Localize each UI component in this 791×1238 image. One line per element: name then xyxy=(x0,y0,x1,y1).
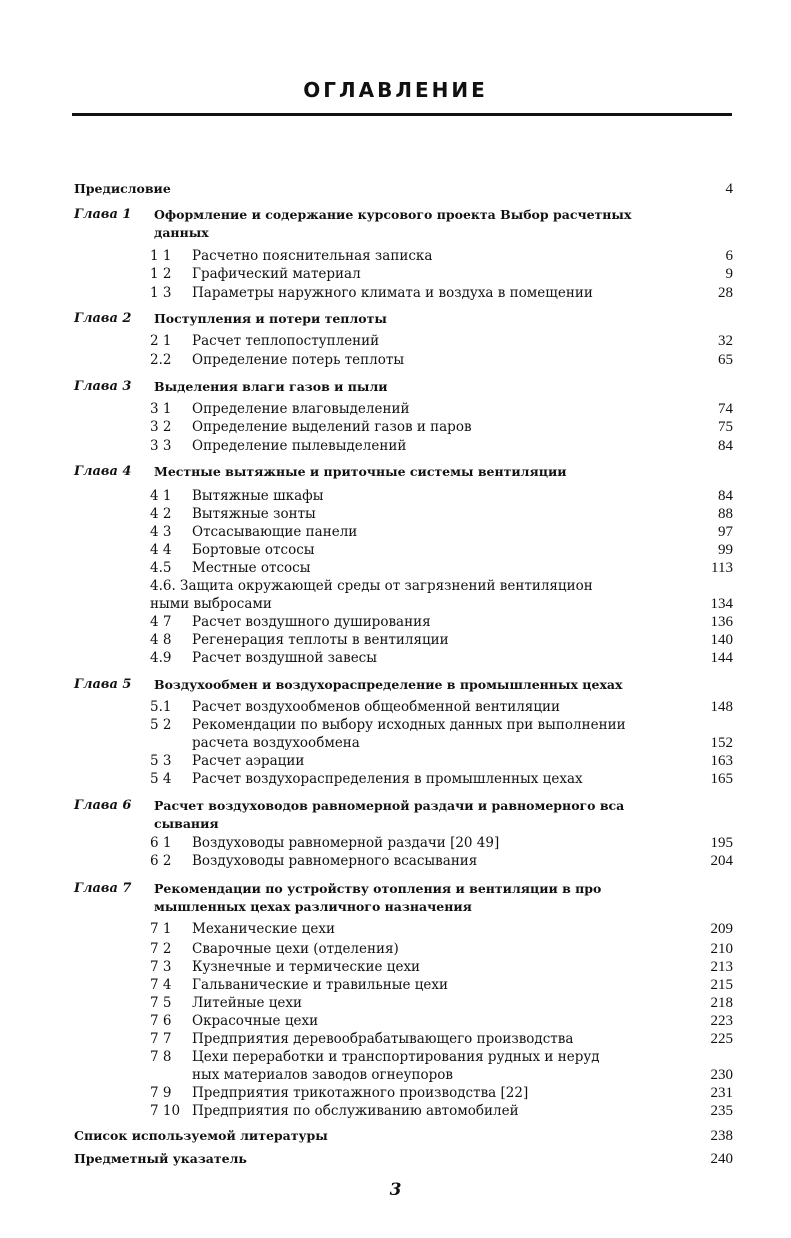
toc-entry xyxy=(0,940,791,958)
entry-title: Определение пылевыделений xyxy=(192,438,407,454)
section-number: 3 2 xyxy=(150,419,172,435)
entry-title: Предприятия деревообрабатывающего производства xyxy=(192,1031,574,1047)
chapter-label: Глава 1 xyxy=(74,207,132,222)
entry-page: 223 xyxy=(710,1013,733,1029)
entry-title: Выделения влаги газов и пыли xyxy=(154,379,388,394)
chapter-label: Глава 5 xyxy=(74,677,132,692)
toc-entry xyxy=(0,284,791,302)
section-number: 7 7 xyxy=(150,1031,172,1047)
toc-entry xyxy=(0,265,791,283)
entry-title: Расчет воздушного душирования xyxy=(192,614,431,630)
entry-page: 209 xyxy=(710,921,733,937)
section-number: 4 7 xyxy=(150,614,172,630)
entry-title: Гальванические и травильные цехи xyxy=(192,977,449,993)
entry-title: Сварочные цехи (отделения) xyxy=(192,941,399,957)
section-number: 6 2 xyxy=(150,853,172,869)
toc-entry xyxy=(0,418,791,436)
entry-title: Вытяжные зонты xyxy=(192,506,316,522)
entry-title: Местные отсосы xyxy=(192,560,311,576)
toc-entry xyxy=(0,224,791,242)
section-number: 1 1 xyxy=(150,248,172,264)
entry-page: 99 xyxy=(718,542,733,558)
entry-title: Рекомендации по выбору исходных данных при выполнении xyxy=(192,717,626,733)
entry-page: 225 xyxy=(710,1031,733,1047)
entry-page: 28 xyxy=(718,285,733,301)
toc-entry xyxy=(0,1066,791,1084)
entry-page: 136 xyxy=(710,614,733,630)
entry-page: 231 xyxy=(710,1085,733,1101)
entry-page: 88 xyxy=(718,506,733,522)
toc-entry xyxy=(0,541,791,559)
entry-title: Определение выделений газов и паров xyxy=(192,419,472,435)
toc-entry xyxy=(0,834,791,852)
toc-entry xyxy=(0,613,791,631)
section-number: 7 1 xyxy=(150,921,172,937)
toc-entry xyxy=(0,976,791,994)
section-number: 1 3 xyxy=(150,285,172,301)
chapter-label: Глава 2 xyxy=(74,311,132,326)
toc-entry xyxy=(0,523,791,541)
entry-title: Воздуховоды равномерного всасывания xyxy=(192,853,478,869)
entry-title: Цехи переработки и транспортирования рудных и неруд xyxy=(192,1049,600,1065)
toc-entry xyxy=(0,1048,791,1066)
entry-page: 74 xyxy=(718,401,733,417)
entry-title: данных xyxy=(154,225,209,240)
entry-title: расчета воздухообмена xyxy=(192,735,360,751)
section-number: 7 3 xyxy=(150,959,172,975)
section-number: 5 2 xyxy=(150,717,172,733)
toc-entry xyxy=(0,898,791,916)
entry-page: 84 xyxy=(718,488,733,504)
section-number: 3 3 xyxy=(150,438,172,454)
section-number: 4 8 xyxy=(150,632,172,648)
toc-chapter xyxy=(0,310,791,328)
title-divider xyxy=(72,113,732,116)
entry-title: Литейные цехи xyxy=(192,995,303,1011)
toc-entry xyxy=(0,1150,791,1168)
entry-page: 84 xyxy=(718,438,733,454)
entry-title: Определение потерь теплоты xyxy=(192,352,405,368)
toc-entry xyxy=(0,1012,791,1030)
entry-title: Расчет воздухообменов общеобменной вентиляции xyxy=(192,699,560,715)
entry-page: 97 xyxy=(718,524,733,540)
toc-entry xyxy=(0,770,791,788)
toc-entry xyxy=(0,332,791,350)
toc-entry xyxy=(0,1127,791,1145)
toc-entry xyxy=(0,1102,791,1120)
entry-title: 4.6. Защита окружающей среды от загрязнений вентиляцион xyxy=(150,578,593,594)
toc-entry xyxy=(0,180,791,198)
entry-page: 240 xyxy=(710,1151,733,1167)
section-number: 2.2 xyxy=(150,352,172,368)
toc-chapter xyxy=(0,676,791,694)
entry-title: Расчет воздуховодов равномерной раздачи и равномерного вса xyxy=(154,798,625,813)
entry-title: мышленных цехах различного назначения xyxy=(154,899,472,914)
entry-title: Регенерация теплоты в вентиляции xyxy=(192,632,449,648)
toc-entry xyxy=(0,734,791,752)
toc-entry xyxy=(0,1030,791,1048)
entry-title: Расчет воздухораспределения в промышленных цехах xyxy=(192,771,583,787)
toc-chapter xyxy=(0,880,791,898)
entry-page: 4 xyxy=(725,181,733,197)
chapter-label: Глава 6 xyxy=(74,798,132,813)
entry-title: Определение влаговыделений xyxy=(192,401,410,417)
section-number: 3 1 xyxy=(150,401,172,417)
entry-page: 9 xyxy=(725,266,733,282)
entry-page: 215 xyxy=(710,977,733,993)
entry-page: 230 xyxy=(710,1067,733,1083)
entry-title: Расчет теплопоступлений xyxy=(192,333,380,349)
toc-entry xyxy=(0,716,791,734)
entry-title: Механические цехи xyxy=(192,921,335,937)
toc-entry xyxy=(0,437,791,455)
entry-title: Окрасочные цехи xyxy=(192,1013,319,1029)
page-title: ОГЛАВЛЕНИЕ xyxy=(303,78,488,102)
entry-page: 152 xyxy=(710,735,733,751)
toc-entry xyxy=(0,815,791,833)
chapter-label: Глава 4 xyxy=(74,464,132,479)
entry-page: 6 xyxy=(725,248,733,264)
entry-page: 144 xyxy=(710,650,733,666)
entry-page: 165 xyxy=(710,771,733,787)
section-number: 4 3 xyxy=(150,524,172,540)
section-number: 5 3 xyxy=(150,753,172,769)
entry-page: 195 xyxy=(710,835,733,851)
entry-page: 75 xyxy=(718,419,733,435)
entry-title: Местные вытяжные и приточные системы вентиляции xyxy=(154,464,567,479)
entry-title: Рекомендации по устройству отопления и вентиляции в про xyxy=(154,881,602,896)
section-number: 7 4 xyxy=(150,977,172,993)
entry-page: 210 xyxy=(710,941,733,957)
section-number: 5 4 xyxy=(150,771,172,787)
section-number: 7 2 xyxy=(150,941,172,957)
entry-title: Отсасывающие панели xyxy=(192,524,358,540)
section-number: 4 4 xyxy=(150,542,172,558)
entry-title: Расчетно пояснительная записка xyxy=(192,248,433,264)
entry-title: Список используемой литературы xyxy=(74,1128,328,1143)
entry-page: 218 xyxy=(710,995,733,1011)
section-number: 4 2 xyxy=(150,506,172,522)
section-number: 4.5 xyxy=(150,560,172,576)
toc-entry xyxy=(0,649,791,667)
toc-entry xyxy=(0,631,791,649)
toc-entry xyxy=(0,920,791,938)
section-number: 1 2 xyxy=(150,266,172,282)
toc-entry xyxy=(0,698,791,716)
entry-title: Воздуховоды равномерной раздачи [20 49] xyxy=(192,835,500,851)
entry-page: 32 xyxy=(718,333,733,349)
toc-entry xyxy=(0,400,791,418)
entry-title: Параметры наружного климата и воздуха в помещении xyxy=(192,285,593,301)
section-number: 7 9 xyxy=(150,1085,172,1101)
toc-entry xyxy=(0,595,791,613)
entry-page: 140 xyxy=(710,632,733,648)
toc-entry xyxy=(0,1084,791,1102)
toc-chapter xyxy=(0,463,791,481)
entry-title: Предприятия трикотажного производства [22] xyxy=(192,1085,529,1101)
page-number: 3 xyxy=(389,1180,402,1200)
toc-entry xyxy=(0,351,791,369)
entry-title: Оформление и содержание курсового проекта Выбор расчетных xyxy=(154,207,632,222)
toc-entry xyxy=(0,487,791,505)
toc-chapter xyxy=(0,206,791,224)
toc-entry xyxy=(0,752,791,770)
entry-title: Графический материал xyxy=(192,266,361,282)
toc-entry xyxy=(0,577,791,595)
section-number: 2 1 xyxy=(150,333,172,349)
entry-title: Предметный указатель xyxy=(74,1151,247,1166)
toc-chapter xyxy=(0,797,791,815)
toc-entry xyxy=(0,559,791,577)
section-number: 5.1 xyxy=(150,699,172,715)
entry-page: 163 xyxy=(710,753,733,769)
entry-title: Поступления и потери теплоты xyxy=(154,311,387,326)
entry-page: 235 xyxy=(710,1103,733,1119)
entry-title: ных материалов заводов огнеупоров xyxy=(192,1067,454,1083)
entry-title: Предисловие xyxy=(74,181,171,196)
section-number: 7 6 xyxy=(150,1013,172,1029)
entry-page: 134 xyxy=(710,596,733,612)
section-number: 7 10 xyxy=(150,1103,181,1119)
entry-title: сывания xyxy=(154,816,219,831)
entry-page: 65 xyxy=(718,352,733,368)
entry-title: Расчет аэрации xyxy=(192,753,305,769)
section-number: 4.9 xyxy=(150,650,172,666)
section-number: 6 1 xyxy=(150,835,172,851)
entry-page: 204 xyxy=(710,853,733,869)
entry-title: Вытяжные шкафы xyxy=(192,488,324,504)
entry-title: Расчет воздушной завесы xyxy=(192,650,377,666)
chapter-label: Глава 7 xyxy=(74,881,132,896)
entry-title: ными выбросами xyxy=(150,596,272,612)
entry-title: Бортовые отсосы xyxy=(192,542,315,558)
entry-page: 213 xyxy=(710,959,733,975)
toc-entry xyxy=(0,247,791,265)
toc-entry xyxy=(0,994,791,1012)
toc-entry xyxy=(0,505,791,523)
section-number: 4 1 xyxy=(150,488,172,504)
entry-page: 113 xyxy=(711,560,733,576)
entry-title: Предприятия по обслуживанию автомобилей xyxy=(192,1103,519,1119)
entry-page: 148 xyxy=(710,699,733,715)
chapter-label: Глава 3 xyxy=(74,379,132,394)
section-number: 7 8 xyxy=(150,1049,172,1065)
section-number: 7 5 xyxy=(150,995,172,1011)
toc-chapter xyxy=(0,378,791,396)
toc-entry xyxy=(0,852,791,870)
entry-title: Кузнечные и термические цехи xyxy=(192,959,421,975)
entry-page: 238 xyxy=(710,1128,733,1144)
toc-entry xyxy=(0,958,791,976)
entry-title: Воздухообмен и воздухораспределение в промышленных цехах xyxy=(154,677,623,692)
